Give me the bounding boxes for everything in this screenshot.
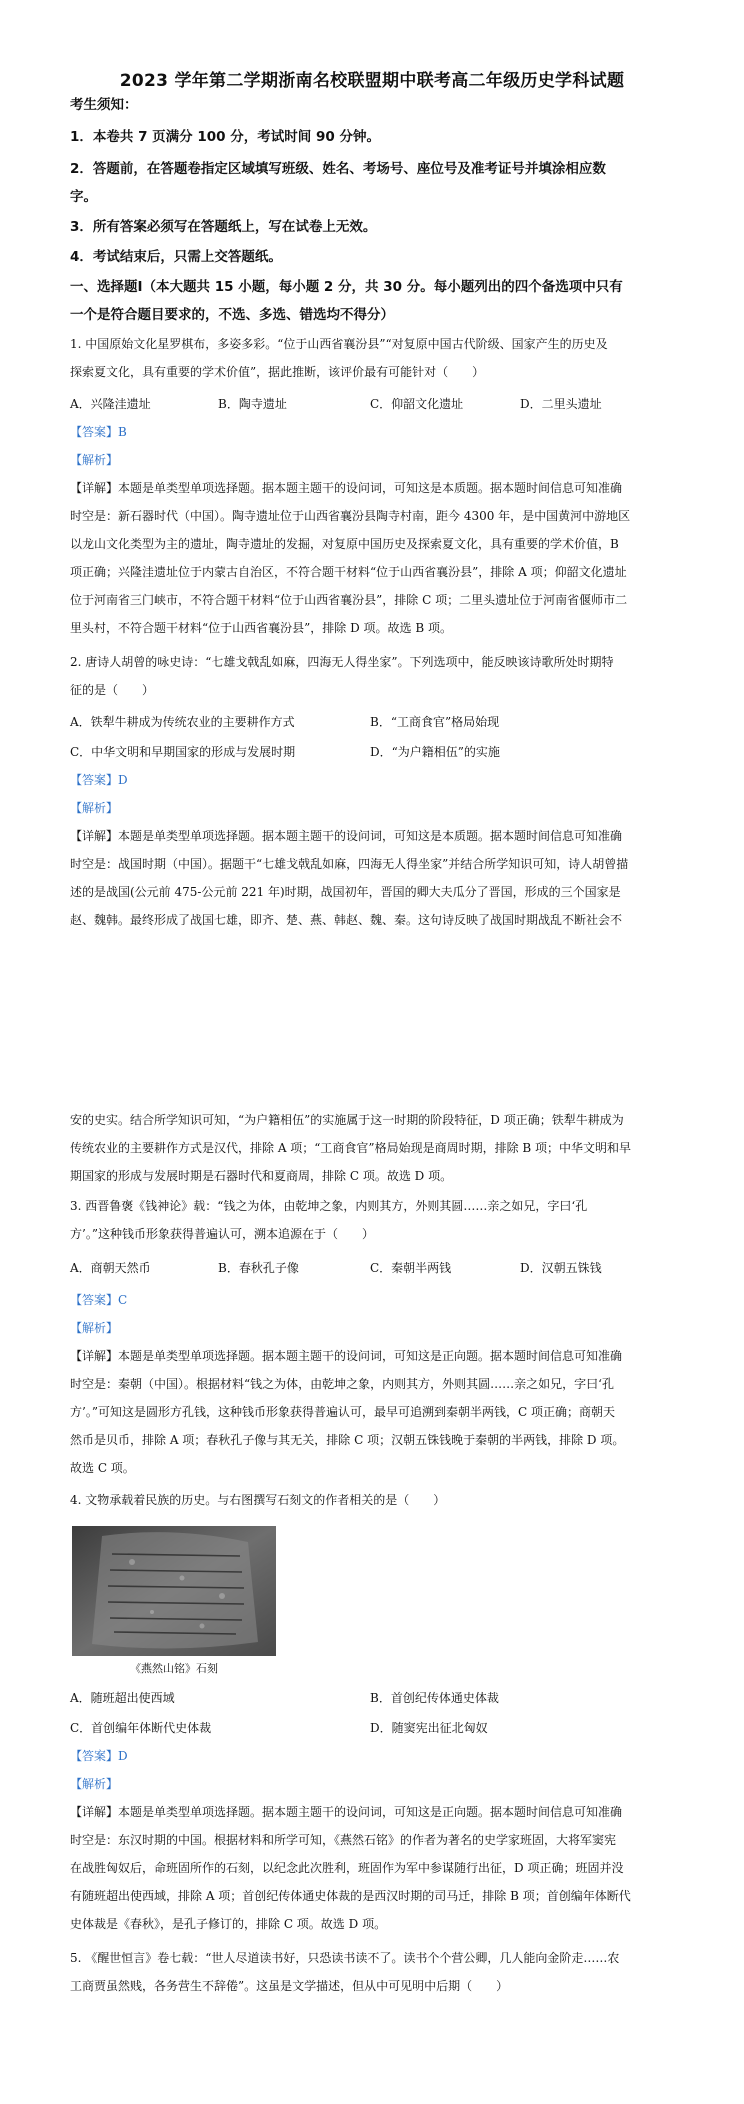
notice-item: 1．本卷共 7 页满分 100 分，考试时间 90 分钟。 (70, 129, 380, 145)
option-b: B．首创纪传体通史体裁 (370, 1691, 499, 1705)
analysis-label: 【解析】 (70, 801, 119, 815)
option-a: A．随班超出使西域 (70, 1691, 175, 1705)
detail-line: 项正确；兴隆洼遗址位于内蒙古自治区，不符合题干材料“位于山西省襄汾县”，排除 A 项；仰韶文化遗址 (70, 565, 627, 579)
detail-line: 在战胜匈奴后，命班固所作的石刻，以纪念此次胜利，班固作为军中参谋随行出征，D 项正确；班固并没 (70, 1861, 624, 1875)
detail-line: 故选 C 项。 (70, 1461, 135, 1475)
detail-line: 赵、魏韩。最终形成了战国七雄，即齐、楚、燕、韩赵、魏、秦。这句诗反映了战国时期战乱不断社会不 (70, 913, 623, 927)
detail-line: 然币是贝币，排除 A 项；春秋孔子像与其无关，排除 C 项；汉朝五铢钱晚于秦朝的半两钱，排除 D 项。 (70, 1433, 625, 1447)
figure-caption: 《燕然山铭》石刻 (130, 1662, 218, 1675)
detail-line: 方’。”可知这是圆形方孔钱，这种钱币形象获得普遍认可，最早可追溯到秦朝半两钱，C 项正确；商朝天 (70, 1405, 615, 1419)
option-a: A．商朝天然币 (70, 1261, 151, 1275)
question-stem: 4. 文物承载着民族的历史。与右图撰写石刻文的作者相关的是（ ） (70, 1493, 446, 1507)
option-d: D．随窦宪出征北匈奴 (370, 1721, 488, 1735)
section-heading: 一个是符合题目要求的，不选、多选、错选均不得分） (70, 307, 394, 323)
detail-line: 史体裁是《春秋》，是孔子修订的，排除 C 项。故选 D 项。 (70, 1917, 387, 1931)
option-c: C．秦朝半两钱 (370, 1261, 452, 1275)
stone-inscription-image (72, 1526, 276, 1656)
notice-item: 3．所有答案必须写在答题纸上，写在试卷上无效。 (70, 219, 377, 235)
detail-line: 【详解】本题是单类型单项选择题。据本题主题干的设问词，可知这是正向题。据本题时间信息可知准确 (70, 1805, 623, 1819)
notice-heading: 考生须知： (70, 97, 138, 113)
question-stem: 3. 西晋鲁褒《钱神论》载：“钱之为体，由乾坤之象，内则其方，外则其圆……亲之如兄，字曰‘孔 (70, 1199, 588, 1213)
option-a: A．铁犁牛耕成为传统农业的主要耕作方式 (70, 715, 295, 729)
detail-line: 有随班超出使西域，排除 A 项；首创纪传体通史体裁的是西汉时期的司马迁，排除 B 项；首创编年体断代 (70, 1889, 631, 1903)
option-b: B．陶寺遗址 (218, 397, 287, 411)
option-c: C．中华文明和早期国家的形成与发展时期 (70, 745, 296, 759)
answer-label: 【答案】B (70, 425, 127, 439)
analysis-label: 【解析】 (70, 453, 119, 467)
detail-line: 安的史实。结合所学知识可知，“为户籍相伍”的实施属于这一时期的阶段特征，D 项正确；铁犁牛耕成为 (70, 1113, 624, 1127)
detail-line: 述的是战国(公元前 475-公元前 221 年)时期，战国初年，晋国的卿大夫瓜分了晋国，形成的三个国家是 (70, 885, 621, 899)
answer-label: 【答案】C (70, 1293, 128, 1307)
detail-line: 【详解】本题是单类型单项选择题。据本题主题干的设问词，可知这是本质题。据本题时间信息可知准确 (70, 829, 623, 843)
detail-line: 里头村，不符合题干材料“位于山西省襄汾县”，排除 D 项。故选 B 项。 (70, 621, 452, 635)
detail-line: 期国家的形成与发展时期是石器时代和夏商周，排除 C 项。故选 D 项。 (70, 1169, 453, 1183)
question-stem: 工商贾虽然贱，各务营生不辞倦”。这虽是文学描述，但从中可见明中后期（ ） (70, 1979, 509, 1993)
option-c: C．仰韶文化遗址 (370, 397, 464, 411)
section-heading: 一、选择题Ⅰ（本大题共 15 小题，每小题 2 分，共 30 分。每小题列出的四个备选项中只有 (70, 279, 623, 295)
detail-line: 时空是：战国时期（中国）。据题干“七雄戈戟乱如麻，四海无人得坐家”并结合所学知识可知，诗人胡曾描 (70, 857, 629, 871)
option-a: A．兴隆洼遗址 (70, 397, 151, 411)
question-stem: 1. 中国原始文化星罗棋布，多姿多彩。“位于山西省襄汾县”“对复原中国古代阶级、国家产生的历史及 (70, 337, 608, 351)
stone-inscription-graphic (72, 1526, 276, 1656)
detail-line: 【详解】本题是单类型单项选择题。据本题主题干的设问词，可知这是本质题。据本题时间信息可知准确 (70, 481, 623, 495)
answer-label: 【答案】D (70, 1749, 128, 1763)
analysis-label: 【解析】 (70, 1321, 119, 1335)
notice-item: 2．答题前，在答题卷指定区域填写班级、姓名、考场号、座位号及准考证号并填涂相应数 (70, 161, 606, 177)
question-stem: 2. 唐诗人胡曾的咏史诗：“七雄戈戟乱如麻，四海无人得坐家”。下列选项中，能反映该诗歌所处时期特 (70, 655, 614, 669)
option-d: D．汉朝五铢钱 (520, 1261, 602, 1275)
detail-line: 时空是：新石器时代（中国）。陶寺遗址位于山西省襄汾县陶寺村南，距今 4300 年，是中国黄河中游地区 (70, 509, 631, 523)
detail-line: 以龙山文化类型为主的遗址，陶寺遗址的发掘，对复原中国历史及探索夏文化，具有重要的学术价值，B (70, 537, 619, 551)
analysis-label: 【解析】 (70, 1777, 119, 1791)
question-stem: 探索夏文化，具有重要的学术价值”，据此推断，该评价最有可能针对（ ） (70, 365, 485, 379)
question-stem: 5. 《醒世恒言》卷七载：“世人尽道读书好，只恐读书读不了。读书个个营公卿，几人能向金阶走……农 (70, 1951, 620, 1965)
notice-item: 4．考试结束后，只需上交答题纸。 (70, 249, 282, 265)
answer-label: 【答案】D (70, 773, 128, 787)
page-title: 2023 学年第二学期浙南名校联盟期中联考高二年级历史学科试题 (119, 71, 625, 91)
detail-line: 【详解】本题是单类型单项选择题。据本题主题干的设问词，可知这是正向题。据本题时间信息可知准确 (70, 1349, 623, 1363)
option-b: B．春秋孔子像 (218, 1261, 299, 1275)
question-stem: 方’。”这种钱币形象获得普遍认可，溯本追源在于（ ） (70, 1227, 374, 1241)
detail-line: 传统农业的主要耕作方式是汉代，排除 A 项；“工商食官”格局始现是商周时期，排除 B 项；中华文明和早 (70, 1141, 632, 1155)
detail-line: 时空是：东汉时期的中国。根据材料和所学可知，《燕然石铭》的作者为著名的史学家班固，大将军窦宪 (70, 1833, 617, 1847)
notice-item: 字。 (70, 189, 97, 205)
option-c: C．首创编年体断代史体裁 (70, 1721, 212, 1735)
question-stem: 征的是（ ） (70, 683, 155, 697)
option-b: B．“工商食官”格局始现 (370, 715, 500, 729)
detail-line: 位于河南省三门峡市，不符合题干材料“位于山西省襄汾县”，排除 C 项；二里头遗址位于河南省偃师市二 (70, 593, 628, 607)
option-d: D．“为户籍相伍”的实施 (370, 745, 500, 759)
detail-line: 时空是：秦朝（中国）。根据材料“钱之为体，由乾坤之象，内则其方，外则其圆……亲之如兄，字曰‘孔 (70, 1377, 614, 1391)
option-d: D．二里头遗址 (520, 397, 602, 411)
